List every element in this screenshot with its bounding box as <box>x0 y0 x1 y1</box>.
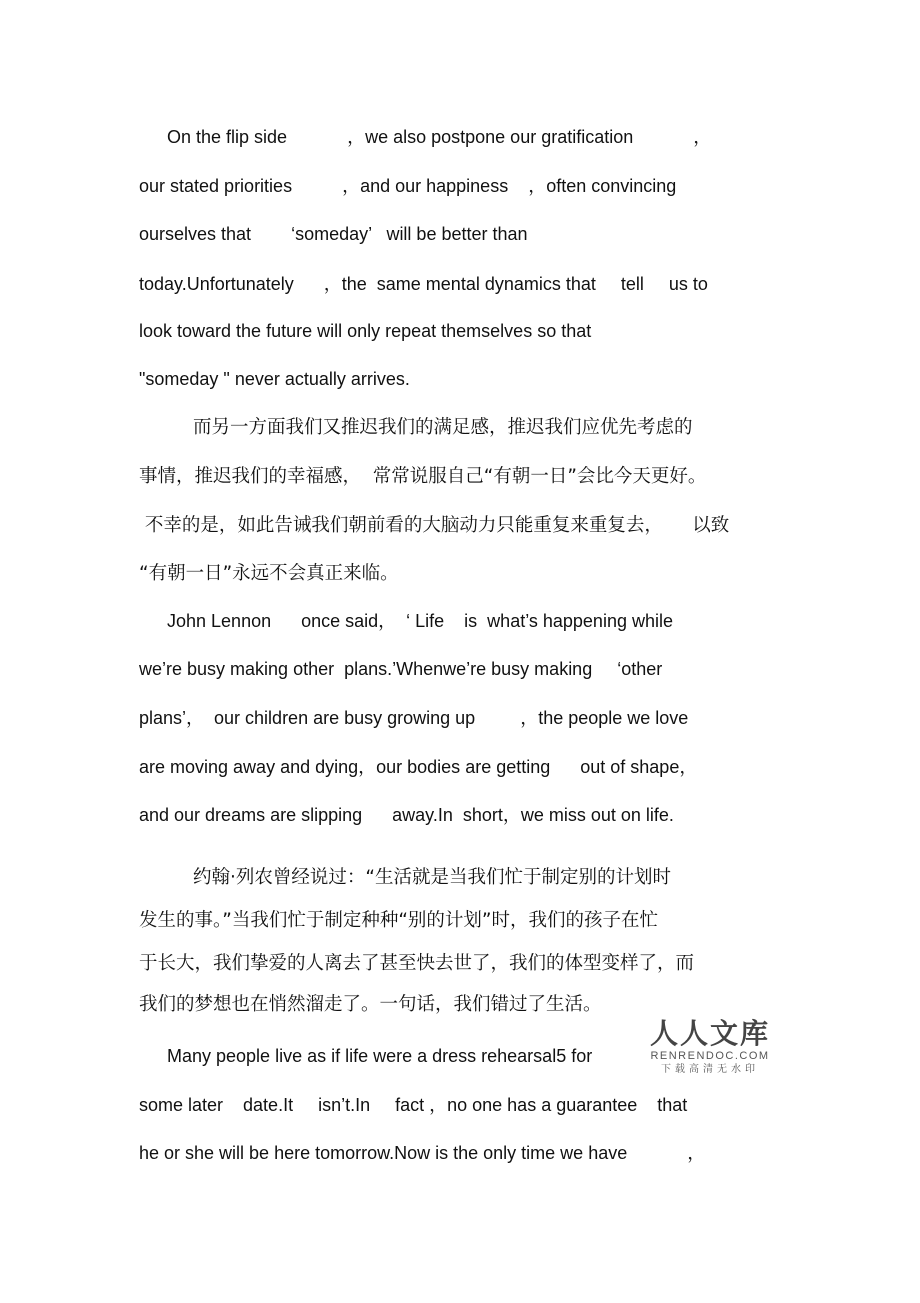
paragraph-2-line-2: 事情，推迟我们的幸福感， 常常说服自己“有朝一日”会比今天更好。 <box>139 466 707 487</box>
paragraph-5-line-3: he or she will be here tomorrow.Now is the only time we have ， <box>139 1143 706 1163</box>
paragraph-1-line-6: "someday " never actually arrives. <box>139 369 410 389</box>
paragraph-3-line-3: plans’， our children are busy growing up ，the people we love <box>139 708 689 728</box>
paragraph-4-line-4: 我们的梦想也在悄然溜走了。一句话，我们错过了生活。 <box>139 994 602 1015</box>
paragraph-2-line-4: “有朝一日”永远不会真正来临。 <box>139 563 399 584</box>
watermark-tagline: 下载高清无水印 <box>661 1064 759 1075</box>
watermark-domain: RENRENDOC.COM <box>650 1050 770 1062</box>
paragraph-3-line-1: John Lennon once said， ‘ Life is what’s happening while <box>167 611 673 631</box>
watermark-logo <box>648 1018 772 1080</box>
paragraph-1-line-5: look toward the future will only repeat themselves so that <box>139 321 592 341</box>
paragraph-4-line-3: 于长大，我们挚爱的人离去了甚至快去世了，我们的体型变样了，而 <box>139 953 695 974</box>
paragraph-4-line-1: 约翰·列农曾经说过：“生活就是当我们忙于制定别的计划时 <box>193 867 671 888</box>
paragraph-1-line-4: today.Unfortunately ，the same mental dynamics that tell us to <box>139 274 708 294</box>
paragraph-1-line-3: ourselves that ‘someday’ will be better than <box>139 224 528 244</box>
paragraph-1-line-2: our stated priorities ，and our happiness ，often convincing <box>139 176 677 196</box>
paragraph-3-line-4: are moving away and dying，our bodies are getting out of shape， <box>139 757 698 777</box>
paragraph-3-line-2: we’re busy making other plans.’Whenwe’re busy making ‘other <box>139 659 663 679</box>
paragraph-1-line-1: On the flip side ，we also postpone our gratification ， <box>167 127 712 147</box>
paragraph-5-line-2: some later date.It isn’t.In fact ，no one has a guarantee that <box>139 1095 688 1115</box>
paragraph-4-line-2: 发生的事。”当我们忙于制定种种“别的计划”时，我们的孩子在忙 <box>139 910 659 931</box>
paragraph-3-line-5: and our dreams are slipping away.In short，we miss out on life. <box>139 805 674 825</box>
watermark-title: 人人文库 <box>649 1017 770 1050</box>
paragraph-2-line-1: 而另一方面我们又推迟我们的满足感，推迟我们应优先考虑的 <box>193 417 693 438</box>
paragraph-2-line-3: 不幸的是，如此告诫我们朝前看的大脑动力只能重复来重复去， 以致 <box>139 515 730 536</box>
paragraph-5-line-1: Many people live as if life were a dress rehearsal5 for <box>167 1046 593 1066</box>
